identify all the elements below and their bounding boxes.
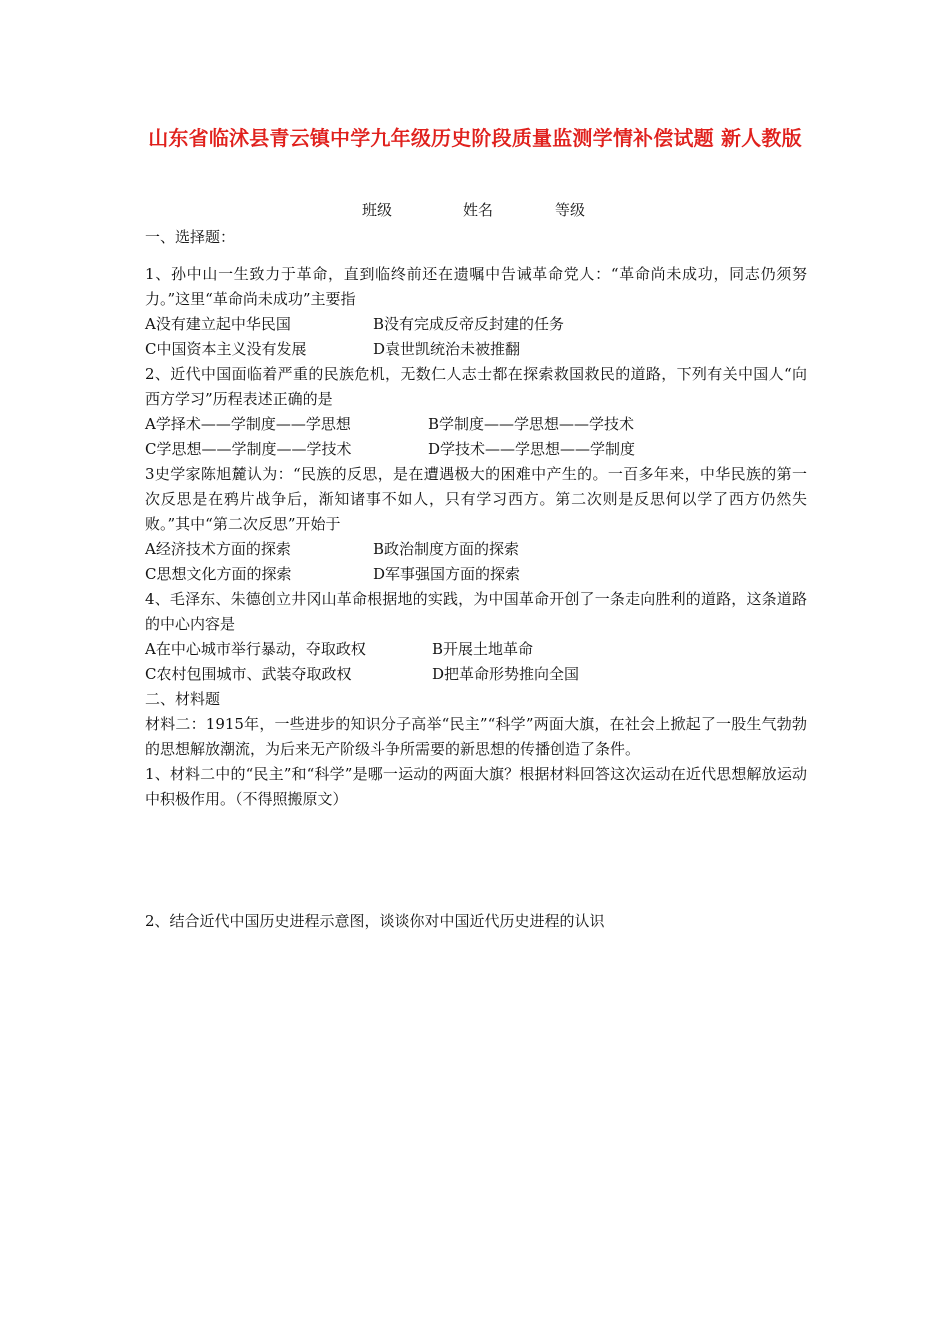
question-2-option-a: A学择术——学制度——学思想 (145, 415, 351, 433)
question-3-option-a: A经济技术方面的探索 (145, 540, 291, 558)
question-1-option-c: C中国资本主义没有发展 (145, 340, 307, 358)
name-field-label: 姓名 (463, 201, 494, 219)
grade-field-label: 等级 (555, 201, 586, 219)
material-section-heading: 二、材料题 (145, 690, 221, 708)
question-4-options-row-1 (145, 637, 807, 662)
question-4-option-c: C农村包围城市、武装夺取政权 (145, 665, 352, 683)
question-3-option-d: D军事强国方面的探索 (373, 565, 521, 583)
question-2-stem: 2、近代中国面临着严重的民族危机，无数仁人志士都在探索救国救民的道路，下列有关中国人“向西方学习”历程表述正确的是 (145, 365, 807, 408)
question-3-stem: 3史学家陈旭麓认为：“民族的反思，是在遭遇极大的困难中产生的。一百多年来，中华民族的第一次反思是在鸦片战争后，渐知诸事不如人，只有学习西方。第二次则是反思何以学了西方仍然失败。”其中“第二次反思”开始于 (145, 465, 807, 533)
exam-body (145, 225, 807, 934)
question-1-options-row-2 (145, 337, 807, 362)
question-1-option-b: B没有完成反帝反封建的任务 (373, 315, 565, 333)
question-2-option-b: B学制度——学思想——学技术 (428, 415, 635, 433)
question-4-option-b: B开展土地革命 (432, 640, 534, 658)
material-question-1: 1、材料二中的“民主”和“科学”是哪一运动的两面大旗？根据材料回答这次运动在近代思想解放运动中积极作用。（不得照搬原文） (145, 765, 807, 808)
question-2-options-row-2 (145, 437, 807, 462)
question-3-option-b: B政治制度方面的探索 (373, 540, 520, 558)
choice-section-heading: 一、选择题： (145, 228, 236, 246)
question-2-option-d: D学技术——学思想——学制度 (428, 440, 636, 458)
material-passage: 材料二：1915年，一些进步的知识分子高举“民主”“科学”两面大旗，在社会上掀起了一股生气勃勃的思想解放潮流，为后来无产阶级斗争所需要的新思想的传播创造了条件。 (145, 715, 807, 758)
question-1-option-d: D袁世凯统治未被推翻 (373, 340, 521, 358)
question-3-option-c: C思想文化方面的探索 (145, 565, 292, 583)
material-question-2: 2、结合近代中国历史进程示意图，谈谈你对中国近代历史进程的认识 (145, 912, 605, 930)
class-field-label: 班级 (362, 201, 393, 219)
question-2-option-c: C学思想——学制度——学技术 (145, 440, 352, 458)
question-3-options-row-2 (145, 562, 807, 587)
question-4-options-row-2 (145, 662, 807, 687)
answer-space (145, 812, 807, 909)
question-1-stem: 1、孙中山一生致力于革命，直到临终前还在遗嘱中告诫革命党人：“革命尚未成功，同志仍须努力。”这里“革命尚未成功”主要指 (145, 265, 807, 308)
question-2-options-row-1 (145, 412, 807, 437)
document-title: 山东省临沭县青云镇中学九年级历史阶段质量监测学情补偿试题 新人教版 (148, 126, 802, 150)
question-4-option-a: A在中心城市举行暴动，夺取政权 (145, 640, 366, 658)
question-1-options-row-1 (145, 312, 807, 337)
question-4-option-d: D把革命形势推向全国 (432, 665, 580, 683)
question-1-option-a: A没有建立起中华民国 (145, 315, 291, 333)
question-4-stem: 4、毛泽东、朱德创立井冈山革命根据地的实践，为中国革命开创了一条走向胜利的道路，这条道路的中心内容是 (145, 590, 807, 633)
question-3-options-row-1 (145, 537, 807, 562)
